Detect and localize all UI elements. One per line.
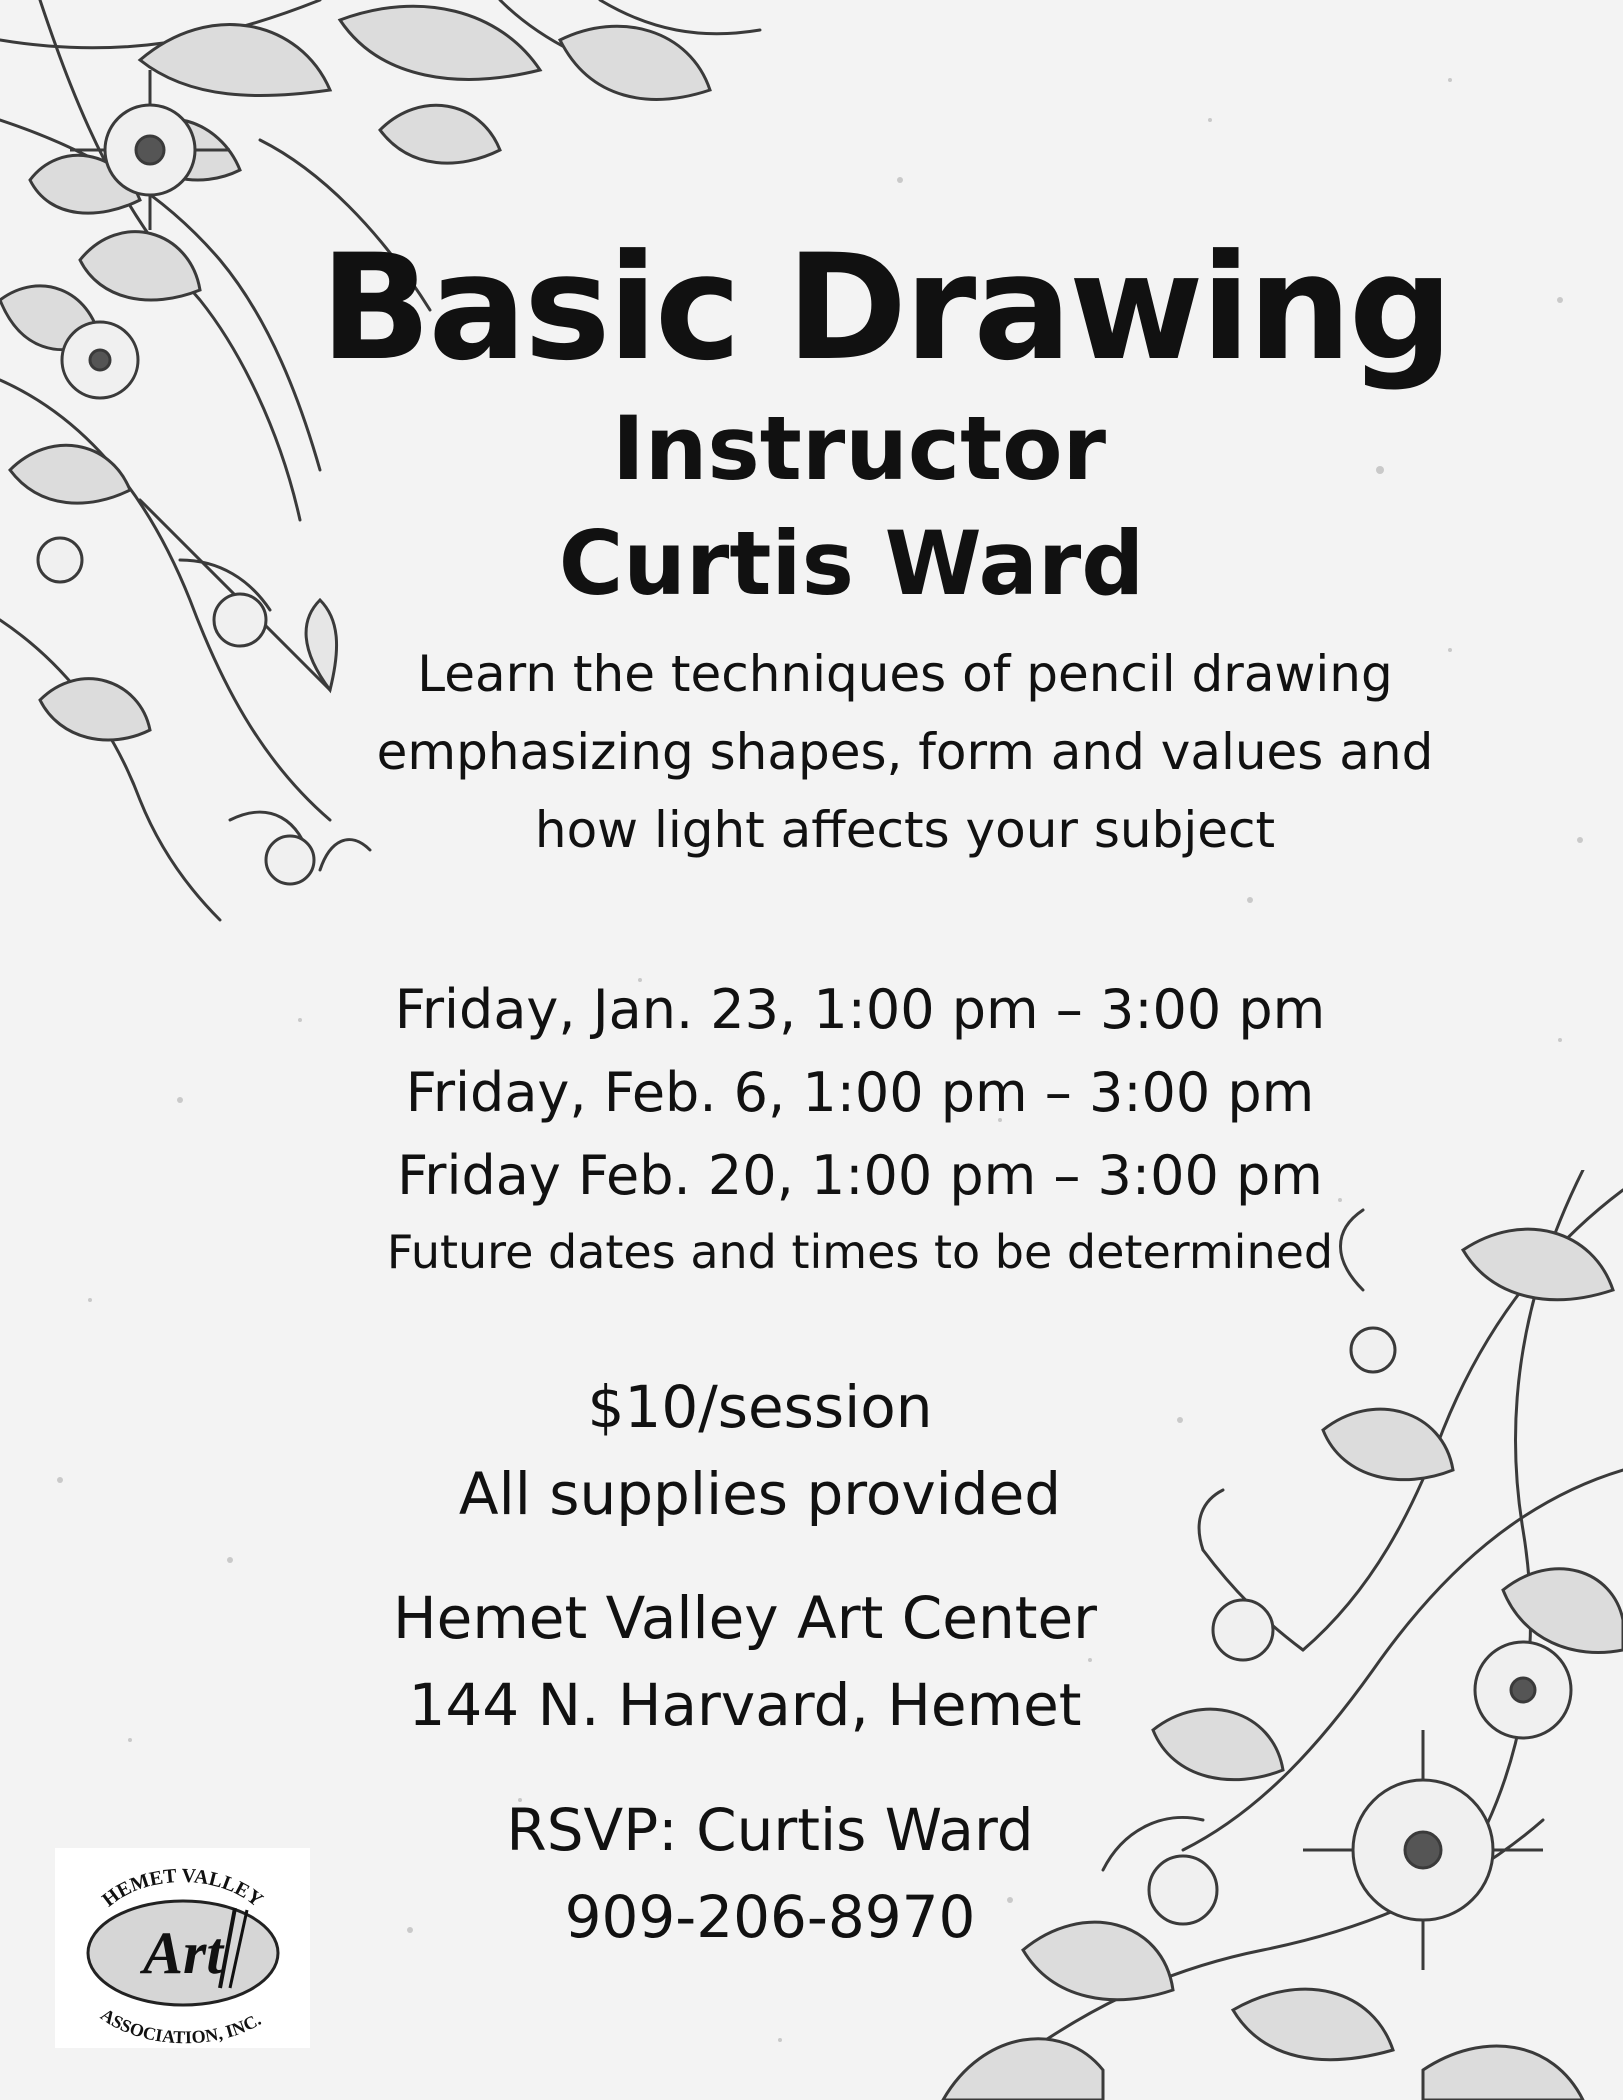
venue-address: 144 N. Harvard, Hemet [408,1671,1082,1739]
venue-info [295,1575,1195,1749]
association-logo [55,1848,310,2048]
rsvp-phone: 909-206-8970 [564,1883,976,1951]
description-line: emphasizing shapes, form and values and [376,723,1434,781]
future-dates-note: Future dates and times to be determined [386,1225,1334,1279]
course-description [330,635,1480,869]
session-date: Friday, Jan. 23, 1:00 pm – 3:00 pm [394,978,1326,1041]
description-line: how light affects your subject [534,801,1276,859]
rsvp-info [320,1787,1220,1961]
session-dates [280,968,1440,1287]
price: $10/session [587,1373,933,1441]
session-date: Friday Feb. 20, 1:00 pm – 3:00 pm [397,1144,1323,1207]
logo-center-text: Art [142,1920,224,1986]
svg-text:ASSOCIATION, INC. [97,2004,264,2047]
pricing-info [310,1364,1210,1538]
logo-bottom-text: ASSOCIATION, INC. [97,2004,265,2048]
flyer-title: Basic Drawing [320,223,1451,393]
association-logo-graphic [55,1848,310,2048]
rsvp-contact: RSVP: Curtis Ward [506,1796,1034,1864]
session-date: Friday, Feb. 6, 1:00 pm – 3:00 pm [405,1061,1315,1124]
instructor-name: Curtis Ward [558,512,1145,615]
instructor-label: Instructor [612,397,1106,500]
venue-name: Hemet Valley Art Center [393,1584,1097,1652]
description-line: Learn the techniques of pencil drawing [417,645,1393,703]
logo-top-text: HEMET VALLEY [98,1864,267,1912]
supplies-note: All supplies provided [458,1460,1062,1528]
